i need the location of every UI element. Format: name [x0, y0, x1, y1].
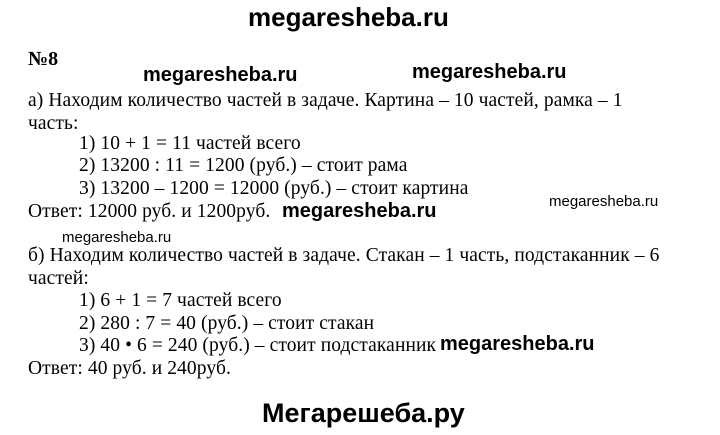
part-b-step-2: 2) 280 : 7 = 40 (руб.) – стоит стакан: [79, 313, 375, 334]
watermark: megaresheba.ru: [282, 200, 437, 222]
part-a-intro-line1: а) Находим количество частей в задаче. Картина – 10 частей, рамка – 1: [28, 90, 623, 111]
watermark: megaresheba.ru: [440, 333, 595, 355]
part-b-answer: Ответ: 40 руб. и 240руб.: [28, 358, 231, 379]
watermark: megaresheba.ru: [412, 61, 567, 83]
watermark: megaresheba.ru: [549, 193, 659, 210]
part-b-intro-line1: б) Находим количество частей в задаче. Стакан – 1 часть, подстаканник – 6: [28, 245, 660, 266]
footer-watermark: Мегарешеба.ру: [262, 398, 465, 428]
problem-number: №8: [28, 48, 59, 70]
part-b-intro-line2: частей:: [28, 268, 89, 289]
part-b-step-3: 3) 40 • 6 = 240 (руб.) – стоит подстаканник: [79, 335, 437, 356]
part-b-step-1: 1) 6 + 1 = 7 частей всего: [79, 290, 282, 311]
header-watermark: megaresheba.ru: [248, 2, 449, 32]
part-a-step-1: 1) 10 + 1 = 11 частей всего: [79, 133, 301, 154]
part-a-intro-line2: часть:: [28, 113, 79, 134]
part-a-step-3: 3) 13200 – 1200 = 12000 (руб.) – стоит картина: [79, 178, 469, 199]
part-a-step-2: 2) 13200 : 11 = 1200 (руб.) – стоит рама: [79, 155, 408, 176]
part-a-answer: Ответ: 12000 руб. и 1200руб.: [28, 201, 271, 222]
watermark: megaresheba.ru: [143, 64, 298, 86]
watermark: megaresheba.ru: [62, 229, 172, 246]
